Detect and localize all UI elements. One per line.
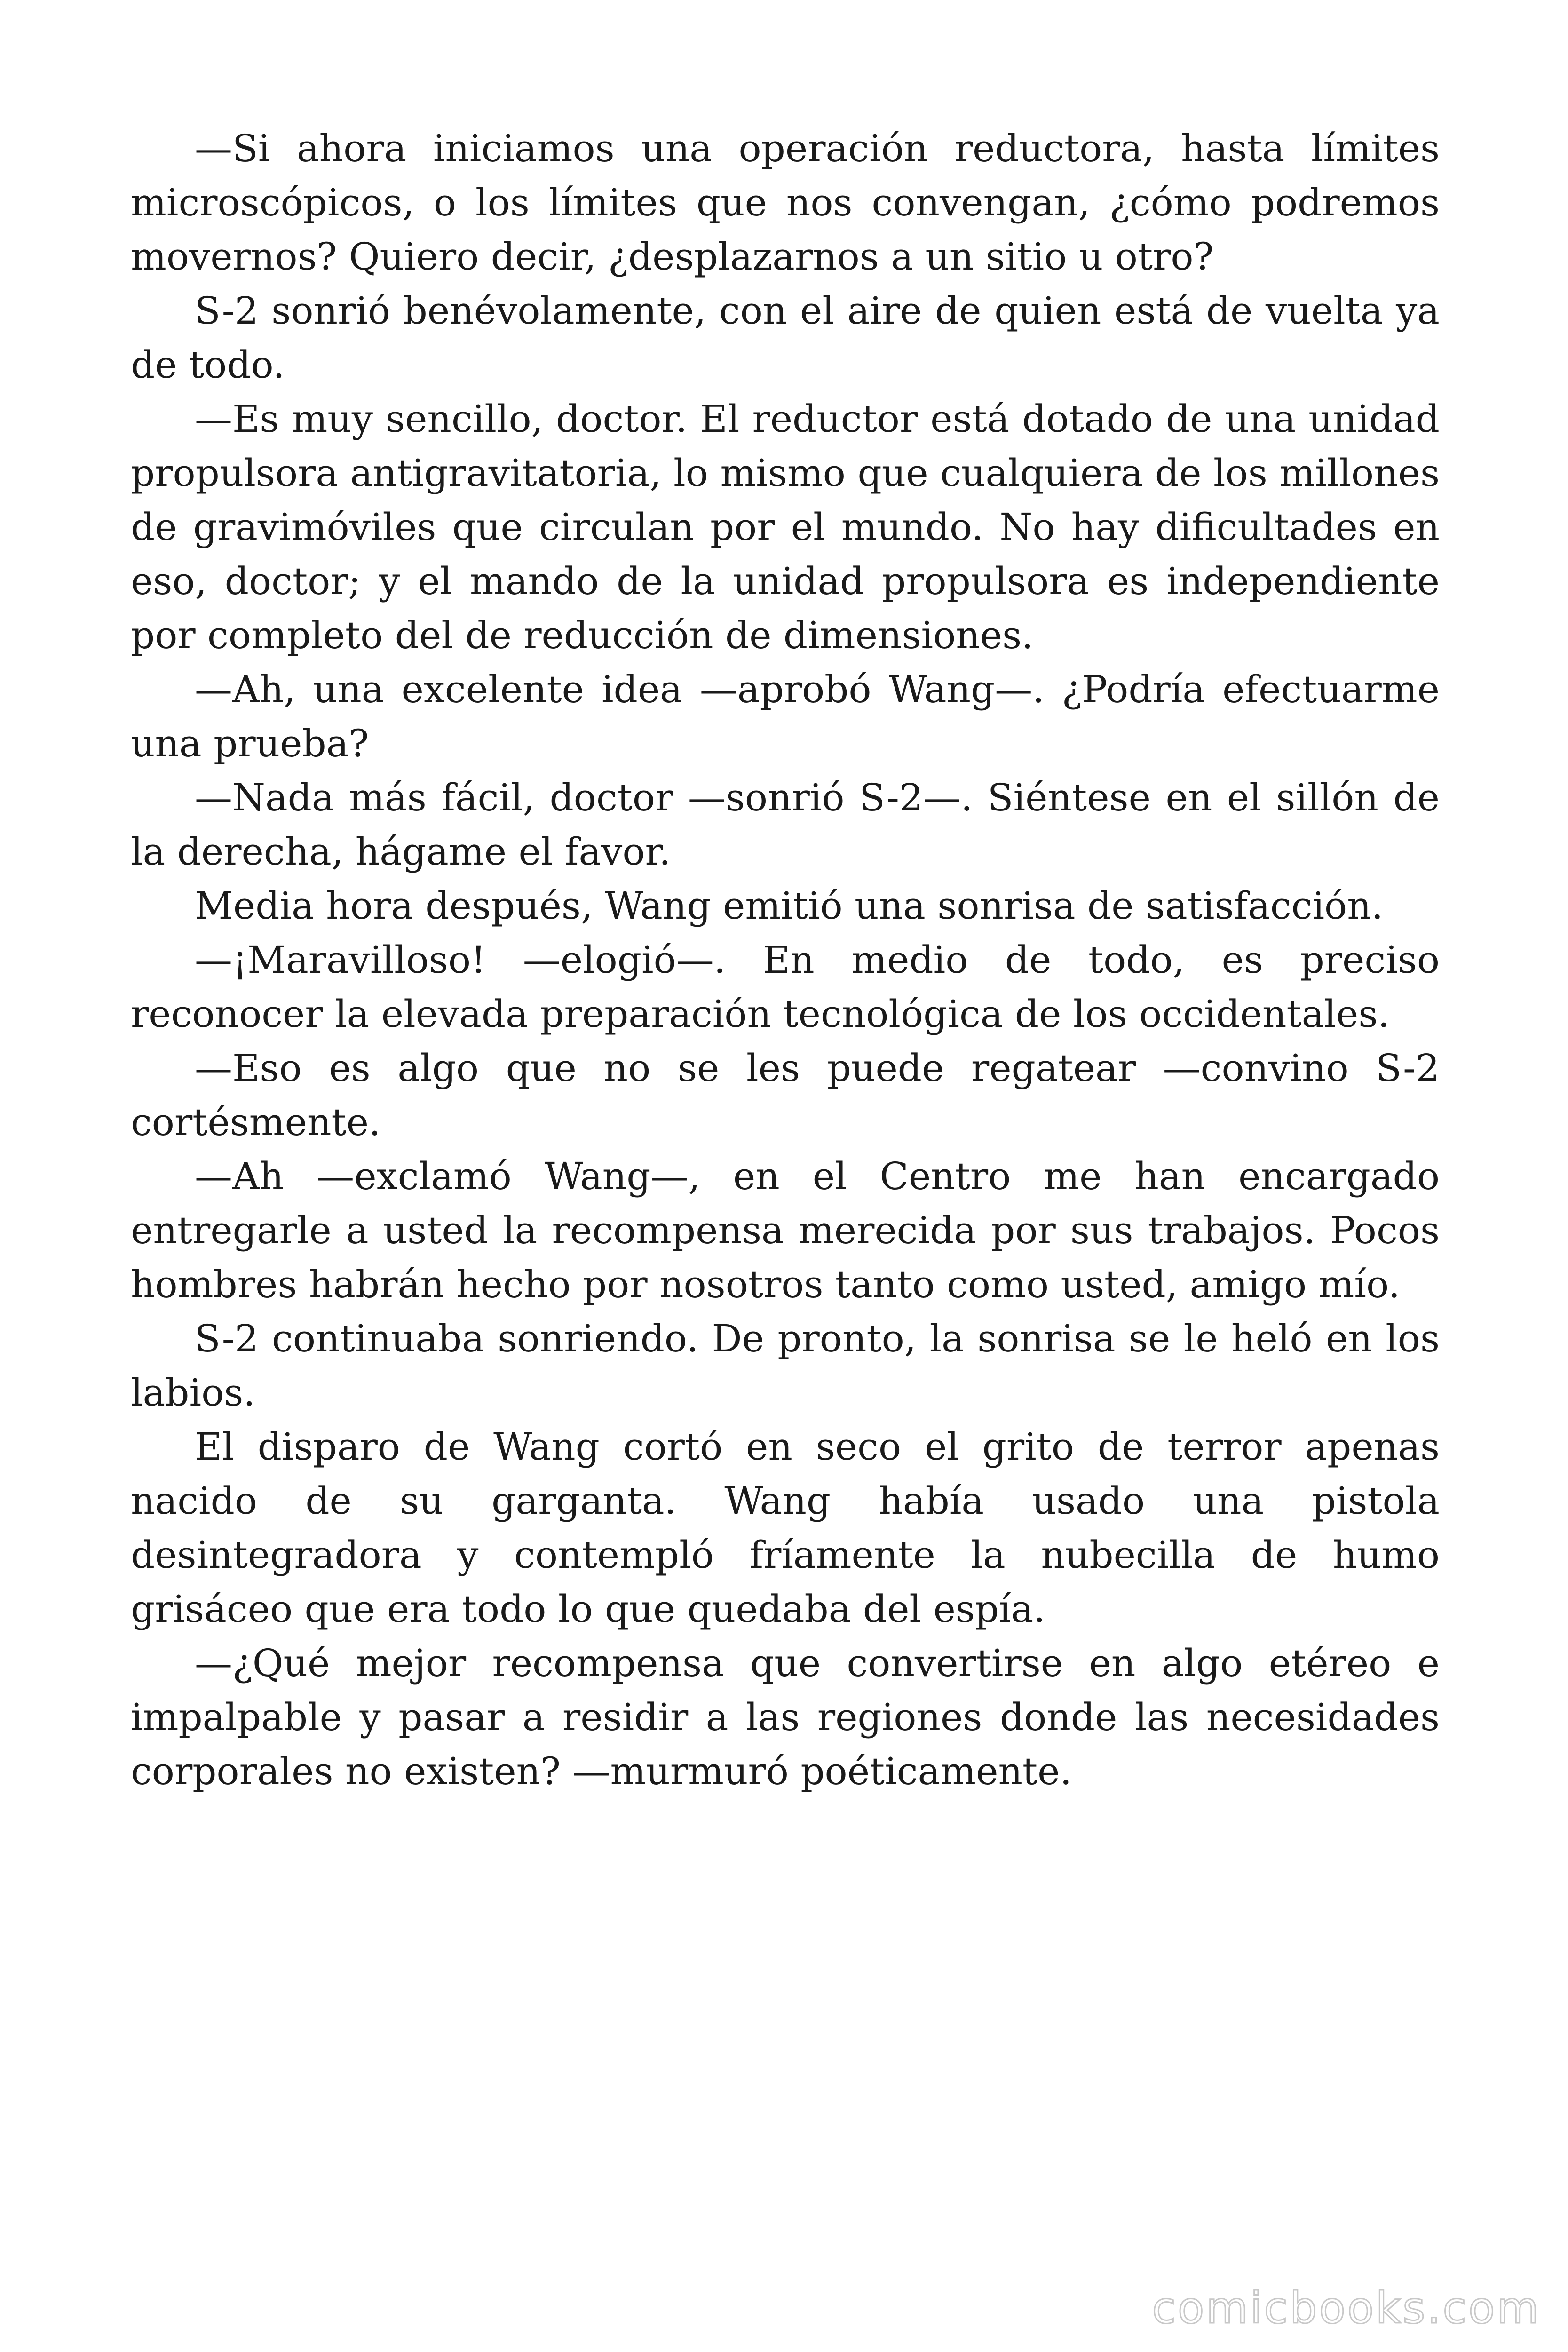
paragraph-3: —Es muy sencillo, doctor. El reductor está dotado de una unidad propulsora antigravitatoria, lo mismo que cualquiera de los millones de gravimóviles que circulan por el mundo. No hay dificultades en eso, doctor; y el mando de la unidad propulsora es independiente por completo del de reducción de dimensiones.	[131, 397, 1440, 657]
paragraph-1: —Si ahora iniciamos una operación reductora, hasta límites microscópicos, o los límites que nos convengan, ¿cómo podremos movernos? Quiero decir, ¿desplazarnos a un sitio u otro?	[131, 127, 1440, 278]
paragraph-4: —Ah, una excelente idea —aprobó Wang—. ¿Podría efectuarme una prueba?	[131, 667, 1440, 765]
paragraph-7: —¡Maravilloso! —elogió—. En medio de todo, es preciso reconocer la elevada preparación tecnológica de los occidentales.	[131, 938, 1440, 1036]
page-text-block	[131, 121, 1440, 1798]
paragraph-6: Media hora después, Wang emitió una sonrisa de satisfacción.	[195, 884, 1384, 928]
paragraph-5: —Nada más fácil, doctor —sonrió S-2—. Siéntese en el sillón de la derecha, hágame el favor.	[131, 776, 1440, 874]
paragraph-2: S-2 sonrió benévolamente, con el aire de quien está de vuelta ya de todo.	[131, 289, 1440, 387]
paragraph-11: El disparo de Wang cortó en seco el grito de terror apenas nacido de su garganta. Wang había usado una pistola desintegradora y contempló fríamente la nubecilla de humo grisáceo que era todo lo que quedaba del espía.	[131, 1425, 1440, 1631]
watermark-text: comicbooks.com	[1152, 2283, 1541, 2333]
paragraph-12: —¿Qué mejor recompensa que convertirse en algo etéreo e impalpable y pasar a residir a las regiones donde las necesidades corporales no existen? —murmuró poéticamente.	[131, 1641, 1440, 1793]
paragraph-8: —Eso es algo que no se les puede regatear —convino S-2 cortésmente.	[131, 1046, 1440, 1144]
paragraph-10: S-2 continuaba sonriendo. De pronto, la sonrisa se le heló en los labios.	[131, 1317, 1440, 1414]
paragraph-9: —Ah —exclamó Wang—, en el Centro me han encargado entregarle a usted la recompensa merecida por sus trabajos. Pocos hombres habrán hecho por nosotros tanto como usted, amigo mío.	[131, 1154, 1440, 1306]
